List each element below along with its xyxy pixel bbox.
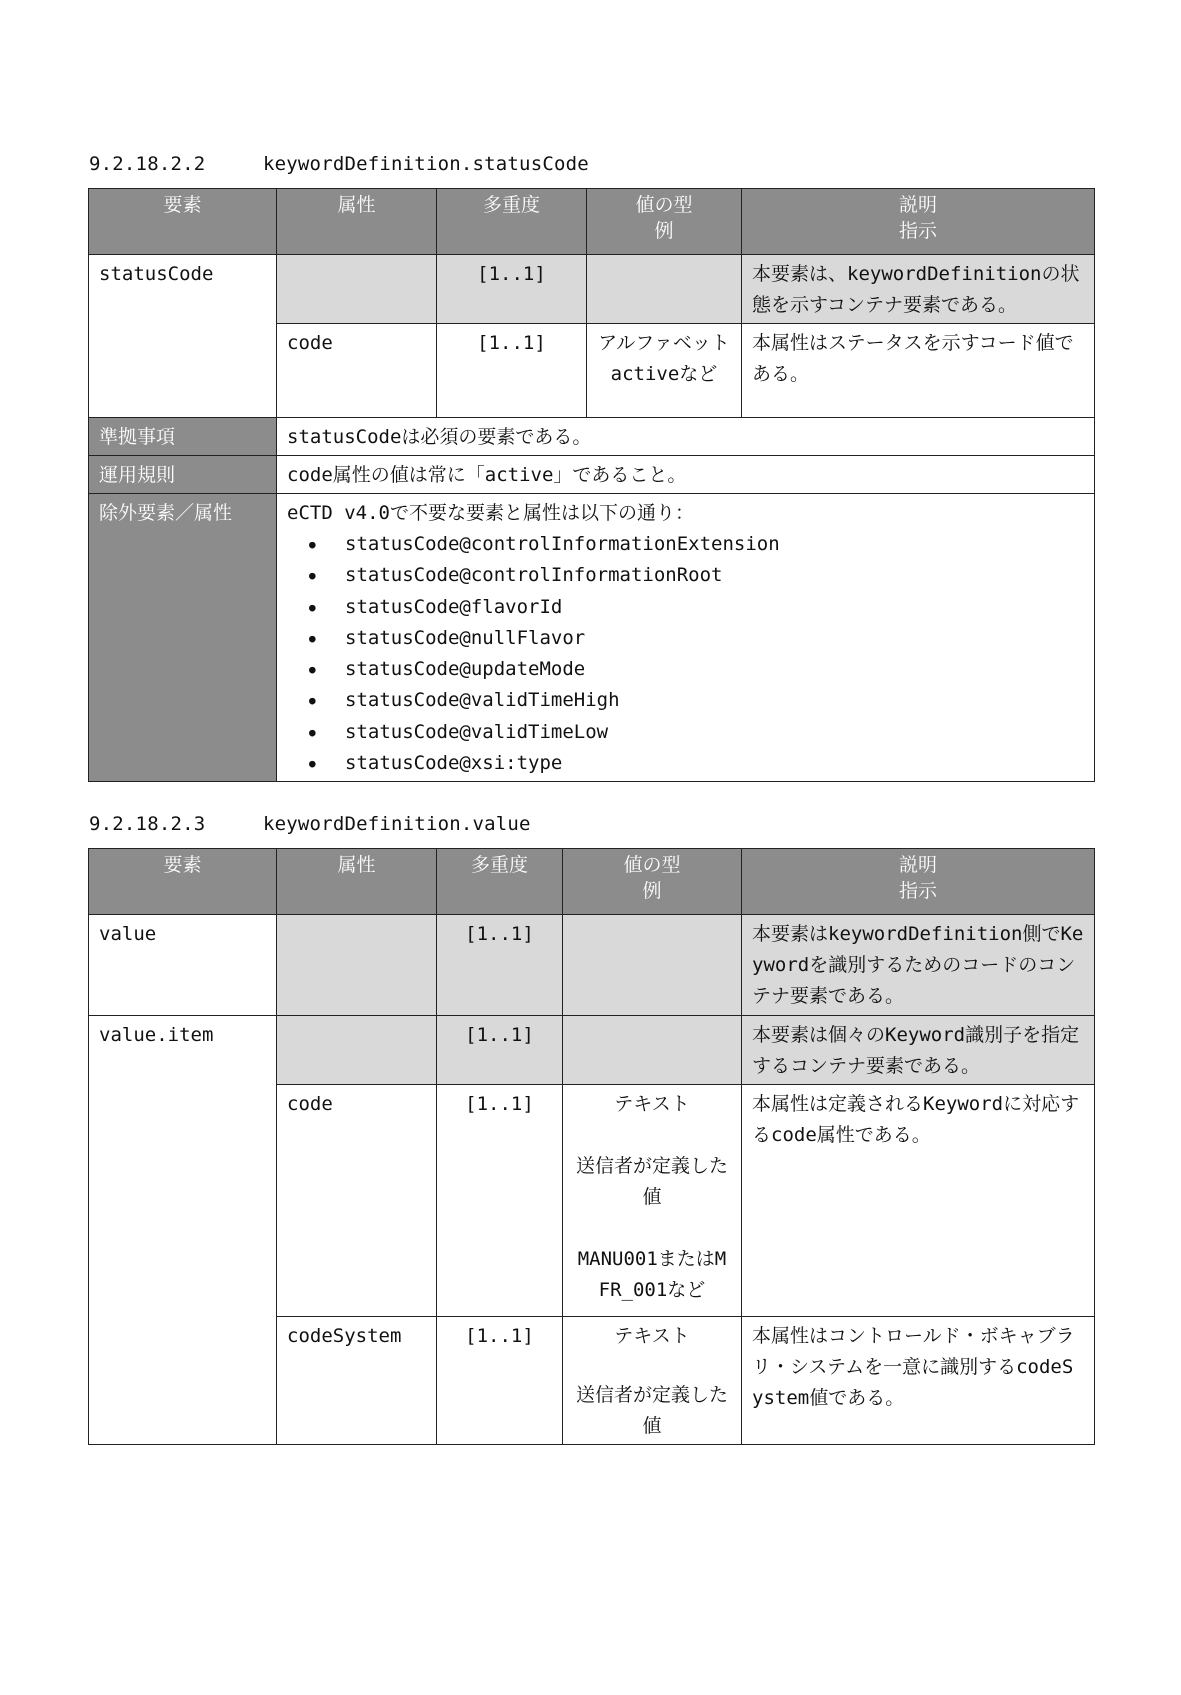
rule-text: code属性の値は常に「active」であること。 [277,456,1095,494]
list-item: ● statusCode@controlInformationRoot [345,560,1084,591]
excluded-label: 除外要素／属性 [89,494,277,782]
value-table [88,848,1095,1445]
section-heading-2 [89,813,531,835]
list-item: ● statusCode@updateMode [345,654,1084,685]
cell-multiplicity: [1..1] [437,255,587,324]
excluded-list [287,529,1084,779]
cell-value-type [587,255,742,324]
statuscode-table [88,188,1095,782]
list-item: ● statusCode@controlInformationExtension [345,529,1084,560]
section-title: keywordDefinition.value [263,813,531,835]
table-header-row [89,189,1095,255]
cell-description: 本属性はコントロールド・ボキャブラリ・システムを一意に識別するcodeSystem値である。 [742,1317,1095,1445]
header-value-type: 値の型 例 [587,189,742,255]
cell-description: 本要素は個々のKeyword識別子を指定するコンテナ要素である。 [742,1016,1095,1085]
cell-element: statusCode [89,255,277,418]
cell-multiplicity: [1..1] [437,915,563,1016]
table-header-row [89,849,1095,915]
cell-element: value [89,915,277,1016]
table-row [89,255,1095,324]
cell-value-type: テキスト 送信者が定義した値 MANU001またはMFR_001など [563,1085,742,1317]
excluded-intro: eCTD v4.0で不要な要素と属性は以下の通り： [287,502,694,524]
header-description: 説明 指示 [742,849,1095,915]
cell-multiplicity: [1..1] [437,1016,563,1085]
cell-description: 本属性はステータスを示すコード値である。 [742,324,1095,418]
cell-element: value.item [89,1016,277,1445]
cell-attribute [277,1016,437,1085]
rule-row [89,456,1095,494]
header-attribute: 属性 [277,189,437,255]
cell-multiplicity: [1..1] [437,1317,563,1445]
cell-description: 本要素はkeywordDefinition側でKeywordを識別するためのコードのコンテナ要素である。 [742,915,1095,1016]
cell-value-type [563,915,742,1016]
section-title: keywordDefinition.statusCode [263,153,589,175]
table-row [89,915,1095,1016]
compliance-row [89,418,1095,456]
cell-value-type: テキスト 送信者が定義した値 [563,1317,742,1445]
cell-attribute: code [277,324,437,418]
cell-attribute [277,255,437,324]
cell-multiplicity: [1..1] [437,1085,563,1317]
list-item: ● statusCode@nullFlavor [345,623,1084,654]
excluded-row [89,494,1095,782]
cell-value-type [563,1016,742,1085]
excluded-content [277,494,1095,782]
list-item: ● statusCode@flavorId [345,592,1084,623]
section-number: 9.2.18.2.3 [89,813,206,835]
compliance-label: 準拠事項 [89,418,277,456]
cell-attribute: code [277,1085,437,1317]
cell-value-type: アルファベット activeなど [587,324,742,418]
header-element: 要素 [89,189,277,255]
cell-attribute: codeSystem [277,1317,437,1445]
header-attribute: 属性 [277,849,437,915]
list-item: ● statusCode@validTimeHigh [345,685,1084,716]
cell-attribute [277,915,437,1016]
section-heading-1 [89,153,589,175]
list-item: ● statusCode@validTimeLow [345,717,1084,748]
rule-label: 運用規則 [89,456,277,494]
section-number: 9.2.18.2.2 [89,153,206,175]
compliance-text: statusCodeは必須の要素である。 [277,418,1095,456]
header-element: 要素 [89,849,277,915]
cell-description: 本要素は、keywordDefinitionの状態を示すコンテナ要素である。 [742,255,1095,324]
cell-description: 本属性は定義されるKeywordに対応するcode属性である。 [742,1085,1095,1317]
header-multiplicity: 多重度 [437,849,563,915]
table-row [89,1016,1095,1085]
list-item: ● statusCode@xsi:type [345,748,1084,779]
header-value-type: 値の型 例 [563,849,742,915]
header-multiplicity: 多重度 [437,189,587,255]
header-description: 説明 指示 [742,189,1095,255]
cell-multiplicity: [1..1] [437,324,587,418]
